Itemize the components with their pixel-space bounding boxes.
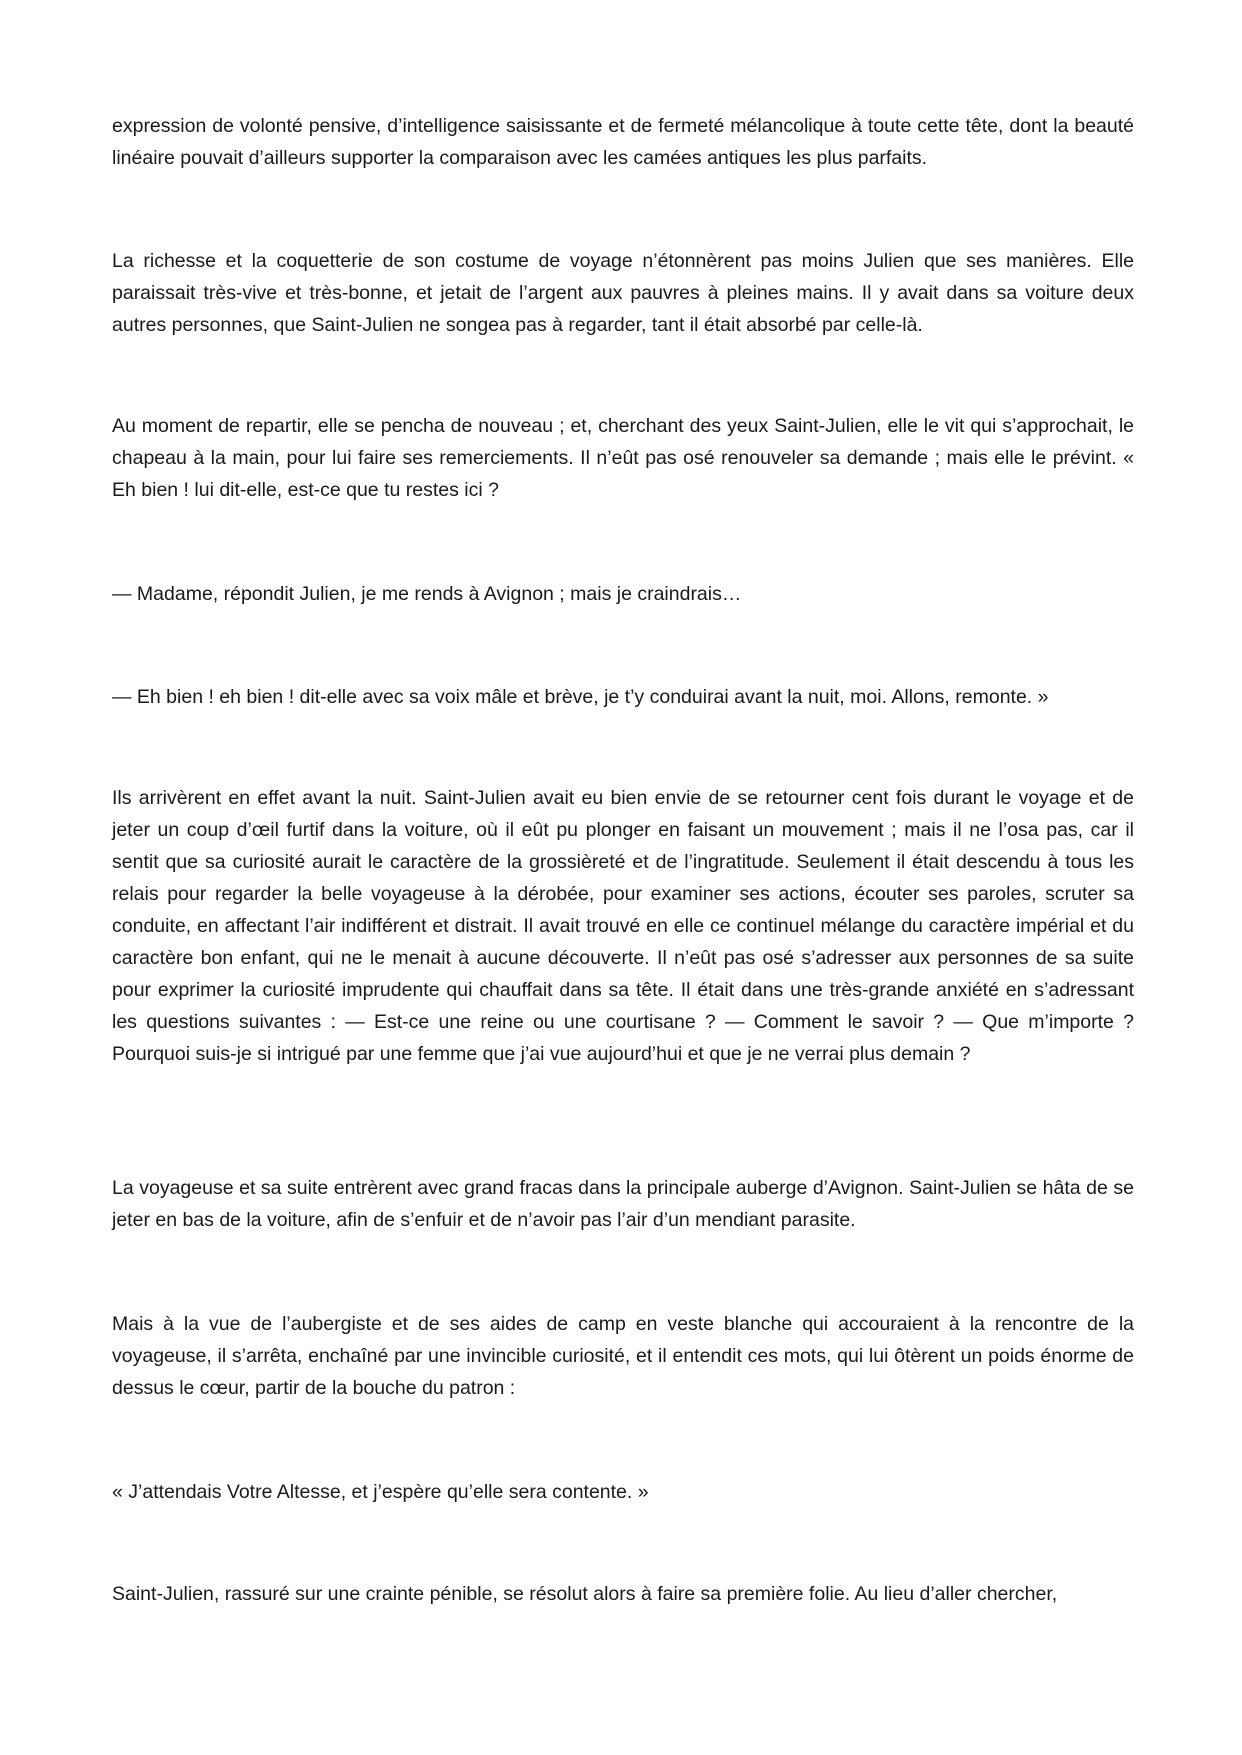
paragraph-9: « J’attendais Votre Altesse, et j’espère qu’elle sera contente. » xyxy=(112,1481,649,1503)
paragraph-7: La voyageuse et sa suite entrèrent avec grand fracas dans la principale auberge d’Avignon. Saint-Julien se hâta de se jeter en bas de la voiture, afin de s’enfuir et de n’avoir pas l’air d’un mendiant parasite. xyxy=(112,1177,1134,1231)
paragraph-2: La richesse et la coquetterie de son costume de voyage n’étonnèrent pas moins Julien que ses manières. Elle paraissait très-vive et très-bonne, et jetait de l’argent aux pauvres à pleines mains. Il y avait dans sa voiture deux autres personnes, que Saint-Julien ne songea pas à regarder, tant il était absorbé par celle-là. xyxy=(112,250,1134,336)
paragraph-5: — Eh bien ! eh bien ! dit-elle avec sa voix mâle et brève, je t’y conduirai avant la nuit, moi. Allons, remonte. » xyxy=(112,686,1049,708)
paragraph-1: expression de volonté pensive, d’intelligence saisissante et de fermeté mélancolique à toute cette tête, dont la beauté linéaire pouvait d’ailleurs supporter la comparaison avec les camées antiques les plus parfaits. xyxy=(112,115,1134,169)
paragraph-6: Ils arrivèrent en effet avant la nuit. Saint-Julien avait eu bien envie de se retourner cent fois durant le voyage et de jeter un coup d’œil furtif dans la voiture, où il eût pu plonger en faisant un mouvement ; mais il ne l’osa pas, car il sentit que sa curiosité aurait le caractère de la grossièreté et de l’ingratitude. Seulement il était descendu à tous les relais pour regarder la belle voyageuse à la dérobée, pour examiner ses actions, écouter ses paroles, scruter sa conduite, en affectant l’air indifférent et distrait. Il avait trouvé en elle ce continuel mélange du caractère impérial et du caractère bon enfant, qui ne le menait à aucune découverte. Il n’eût pas osé s’adresser aux personnes de sa suite pour exprimer la curiosité imprudente qui chauffait dans sa tête. Il était dans une très-grande anxiété en s’adressant les questions suivantes : — Est-ce une reine ou une courtisane ? — Comment le savoir ? — Que m’importe ? Pourquoi suis-je si intrigué par une femme que j’ai vue aujourd’hui et que je ne verrai plus demain ? xyxy=(112,787,1134,1065)
paragraph-3: Au moment de repartir, elle se pencha de nouveau ; et, cherchant des yeux Saint-Julien, elle le vit qui s’approchait, le chapeau à la main, pour lui faire ses remerciements. Il n’eût pas osé renouveler sa demande ; mais elle le prévint. « Eh bien ! lui dit-elle, est-ce que tu restes ici ? xyxy=(112,415,1134,501)
paragraph-10: Saint-Julien, rassuré sur une crainte pénible, se résolut alors à faire sa première folie. Au lieu d’aller chercher, xyxy=(112,1583,1058,1605)
paragraph-4: — Madame, répondit Julien, je me rends à Avignon ; mais je craindrais… xyxy=(112,583,742,605)
paragraph-8: Mais à la vue de l’aubergiste et de ses aides de camp en veste blanche qui accouraient à la rencontre de la voyageuse, il s’arrêta, enchaîné par une invincible curiosité, et il entendit ces mots, qui lui ôtèrent un poids énorme de dessus le cœur, partir de la bouche du patron : xyxy=(112,1313,1134,1399)
